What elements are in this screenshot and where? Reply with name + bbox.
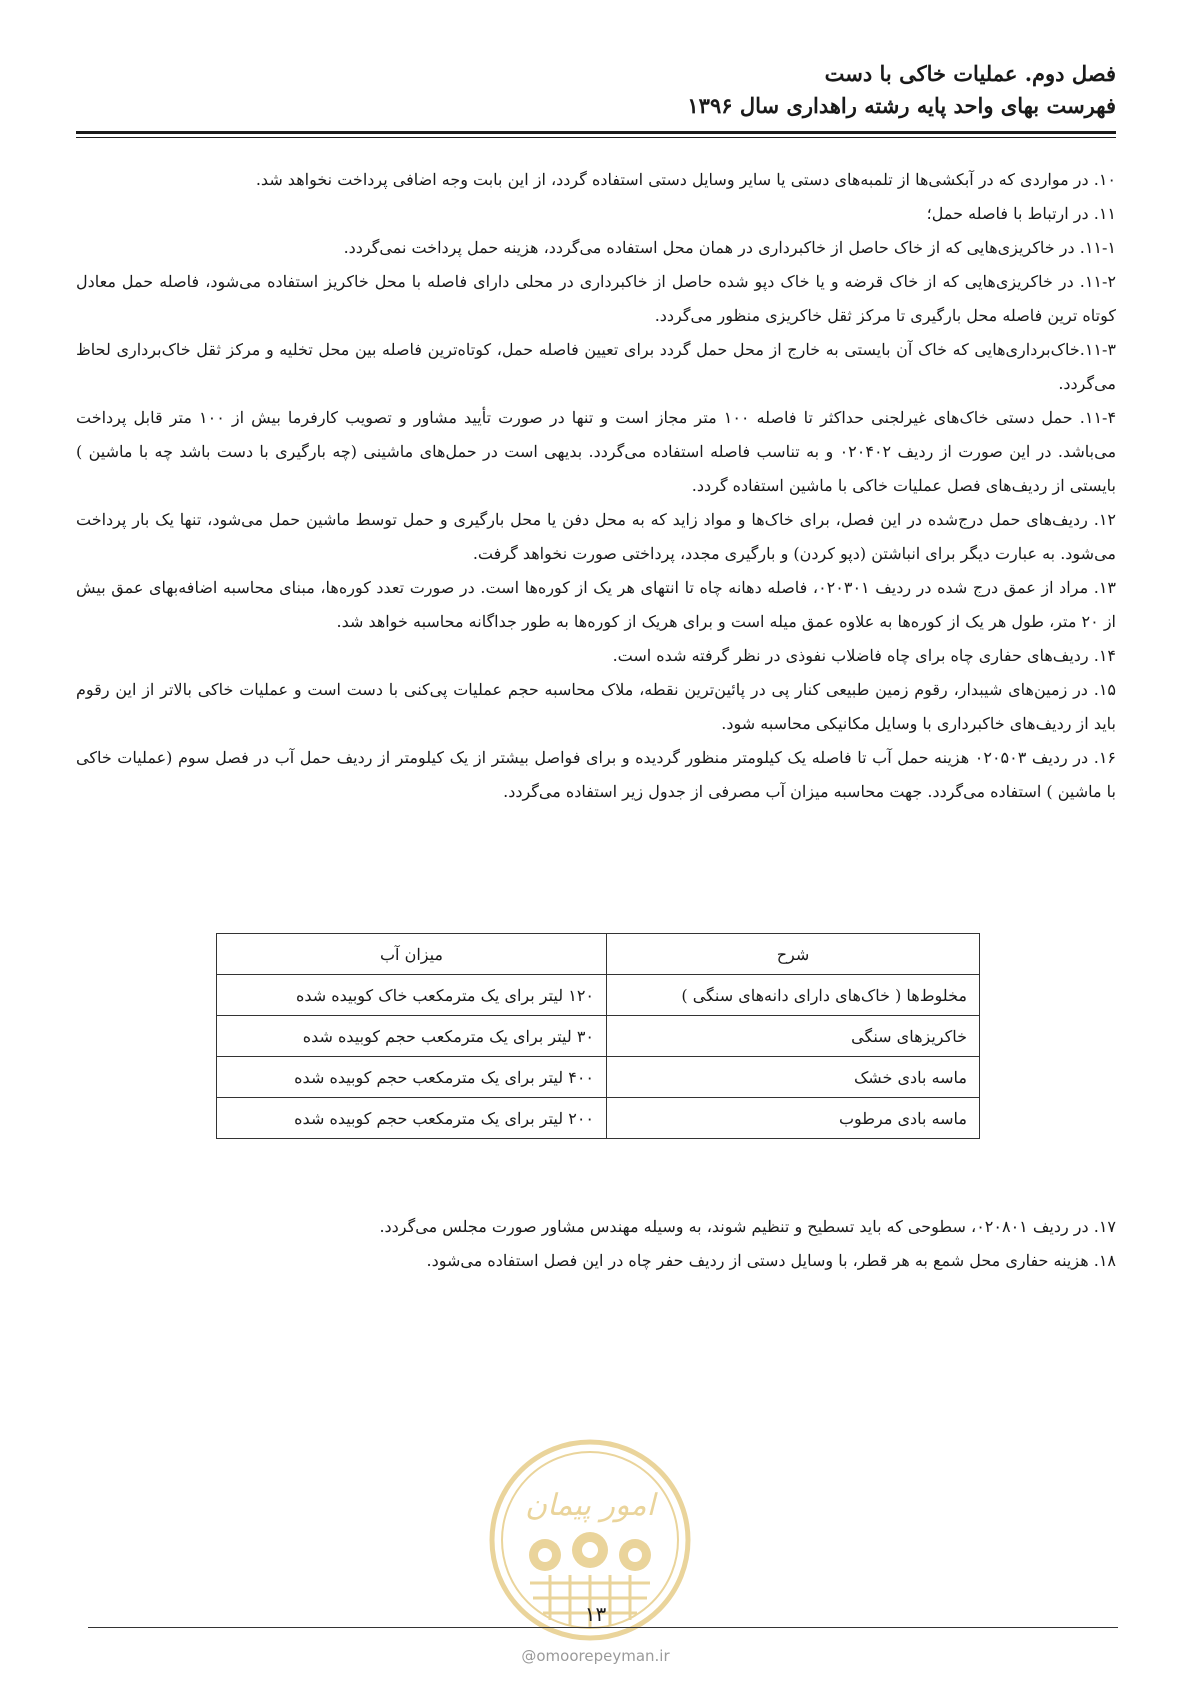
- paragraph-10: ۱۰. در مواردی که در آبکشی‌ها از تلمبه‌های دستی یا سایر وسایل دستی استفاده گردد، از این بابت وجه اضافی پرداخت نخواهد شد.: [255, 170, 1116, 189]
- svg-text:امور پیمان: امور پیمان: [525, 1488, 655, 1523]
- page-header: [76, 58, 1116, 122]
- table-cell-water-amount: ۴۰۰ لیتر برای یک مترمکعب حجم کوبیده شده: [217, 1057, 607, 1098]
- page-number: ۱۳: [584, 1602, 607, 1626]
- paragraph-17: ۱۷. در ردیف ۰۲۰۸۰۱، سطوحی که باید تسطیح و تنظیم شوند، به وسیله مهندس مشاور صورت مجلس می‌گردد.: [379, 1217, 1116, 1236]
- table-cell-water-amount: ۱۲۰ لیتر برای یک مترمکعب خاک کوبیده شده: [217, 975, 607, 1016]
- paragraph-18: ۱۸. هزینه حفاری محل شمع به هر قطر، با وسایل دستی از ردیف حفر چاه در این فصل استفاده می‌شود.: [426, 1251, 1116, 1270]
- table-row: [217, 975, 980, 1016]
- body-text: [76, 163, 1116, 809]
- table-cell-description: ماسه بادی مرطوب: [607, 1098, 980, 1139]
- closing-notes: [76, 1210, 1116, 1278]
- paragraph-16: ۱۶. در ردیف ۰۲۰۵۰۳ هزینه حمل آب تا فاصله یک کیلومتر منظور گردیده و برای فواصل بیشتر از یک کیلومتر از ردیف حمل آب در فصل سوم (عملیات خاکی با ماشین ) استفاده می‌گردد. جهت محاسبه میزان آب مصرفی از جدول زیر استفاده می‌گردد.: [76, 748, 1116, 801]
- table-header-water-amount: میزان آب: [217, 934, 607, 975]
- water-consumption-table: [216, 933, 980, 1139]
- table-cell-description: ماسه بادی خشک: [607, 1057, 980, 1098]
- table-row: [217, 1057, 980, 1098]
- paragraph-13: ۱۳. مراد از عمق درج شده در ردیف ۰۲۰۳۰۱، فاصله دهانه چاه تا انتهای هر یک از کوره‌ها است. در صورت تعدد کوره‌ها، مبنای محاسبه اضافه‌بهای عمق بیش از ۲۰ متر، طول هر یک از کوره‌ها به علاوه عمق میله است و برای هریک از کوره‌ها به طور جداگانه محاسبه خواهد شد.: [76, 578, 1117, 631]
- table-header-description: شرح: [607, 934, 980, 975]
- paragraph-11: ۱۱. در ارتباط با فاصله حمل؛: [926, 204, 1116, 223]
- paragraph-11-3: ۱۱-۳.خاک‌برداری‌هایی که خاک آن بایستی به خارج از محل حمل گردد برای تعیین فاصله حمل، کوتاه‌ترین فاصله بین محل تخلیه و مرکز ثقل خاک‌برداری لحاظ می‌گردد.: [76, 340, 1116, 393]
- footer-rule: [88, 1627, 1118, 1628]
- table-row: [217, 1016, 980, 1057]
- table-cell-description: خاکریزهای سنگی: [607, 1016, 980, 1057]
- paragraph-11-4: ۱۱-۴. حمل دستی خاک‌های غیرلجنی حداکثر تا فاصله ۱۰۰ متر مجاز است و تنها در صورت تأیید مشاور و تصویب کارفرما بیش از ۱۰۰ متر قابل پرداخت می‌باشد. در این صورت از ردیف ۰۲۰۴۰۲ و به تناسب فاصله استفاده می‌گردد. بدیهی است در حمل‌های ماشینی (چه بارگیری با دست باشد چه با ماشین ) بایستی از ردیف‌های فصل عملیات خاکی با ماشین استفاده گردد.: [76, 408, 1117, 495]
- table-cell-water-amount: ۳۰ لیتر برای یک مترمکعب حجم کوبیده شده: [217, 1016, 607, 1057]
- table-cell-water-amount: ۲۰۰ لیتر برای یک مترمکعب حجم کوبیده شده: [217, 1098, 607, 1139]
- chapter-title: فصل دوم. عملیات خاکی با دست: [824, 61, 1116, 86]
- table-row: [217, 1098, 980, 1139]
- paragraph-14: ۱۴. ردیف‌های حفاری چاه برای چاه فاضلاب نفوذی در نظر گرفته شده است.: [612, 646, 1116, 665]
- header-rule-thick: [76, 131, 1116, 134]
- paragraph-15: ۱۵. در زمین‌های شیبدار، رقوم زمین طبیعی کنار پی در پائین‌ترین نقطه، ملاک محاسبه حجم عملیات پی‌کنی با دست است و عملیات خاکی بالاتر از این رقوم باید از ردیف‌های خاکبرداری با وسایل مکانیکی محاسبه شود.: [76, 680, 1117, 733]
- paragraph-11-1: ۱۱-۱. در خاکریزی‌هایی که از خاک حاصل از خاکبرداری در همان محل استفاده می‌گردد، هزینه حمل پرداخت نمی‌گردد.: [343, 238, 1116, 257]
- document-subtitle: فهرست بهای واحد پایه رشته راهداری سال ۱۳۹۶: [687, 93, 1116, 118]
- table-cell-description: مخلوط‌ها ( خاک‌های دارای دانه‌های سنگی ): [607, 975, 980, 1016]
- paragraph-12: ۱۲. ردیف‌های حمل درج‌شده در این فصل، برای خاک‌ها و مواد زاید که به محل دفن یا محل بارگیری و حمل توسط ماشین حمل می‌شود، تنها یک بار پرداخت می‌شود. به عبارت دیگر برای انباشتن (دپو کردن) و بارگیری مجدد، پرداختی صورت نخواهد گرفت.: [76, 510, 1117, 563]
- table-header-row: [217, 934, 980, 975]
- header-rule-thin: [76, 137, 1116, 138]
- paragraph-11-2: ۱۱-۲. در خاکریزی‌هایی که از خاک قرضه و یا خاک دپو شده حاصل از خاکبرداری در محلی دارای فاصله با محل خاکریز استفاده می‌شود، فاصله حمل معادل کوتاه ترین فاصله محل بارگیری تا مرکز ثقل خاکریزی منظور می‌گردد.: [76, 272, 1116, 325]
- website-watermark: @omoorepeyman.ir: [521, 1647, 670, 1665]
